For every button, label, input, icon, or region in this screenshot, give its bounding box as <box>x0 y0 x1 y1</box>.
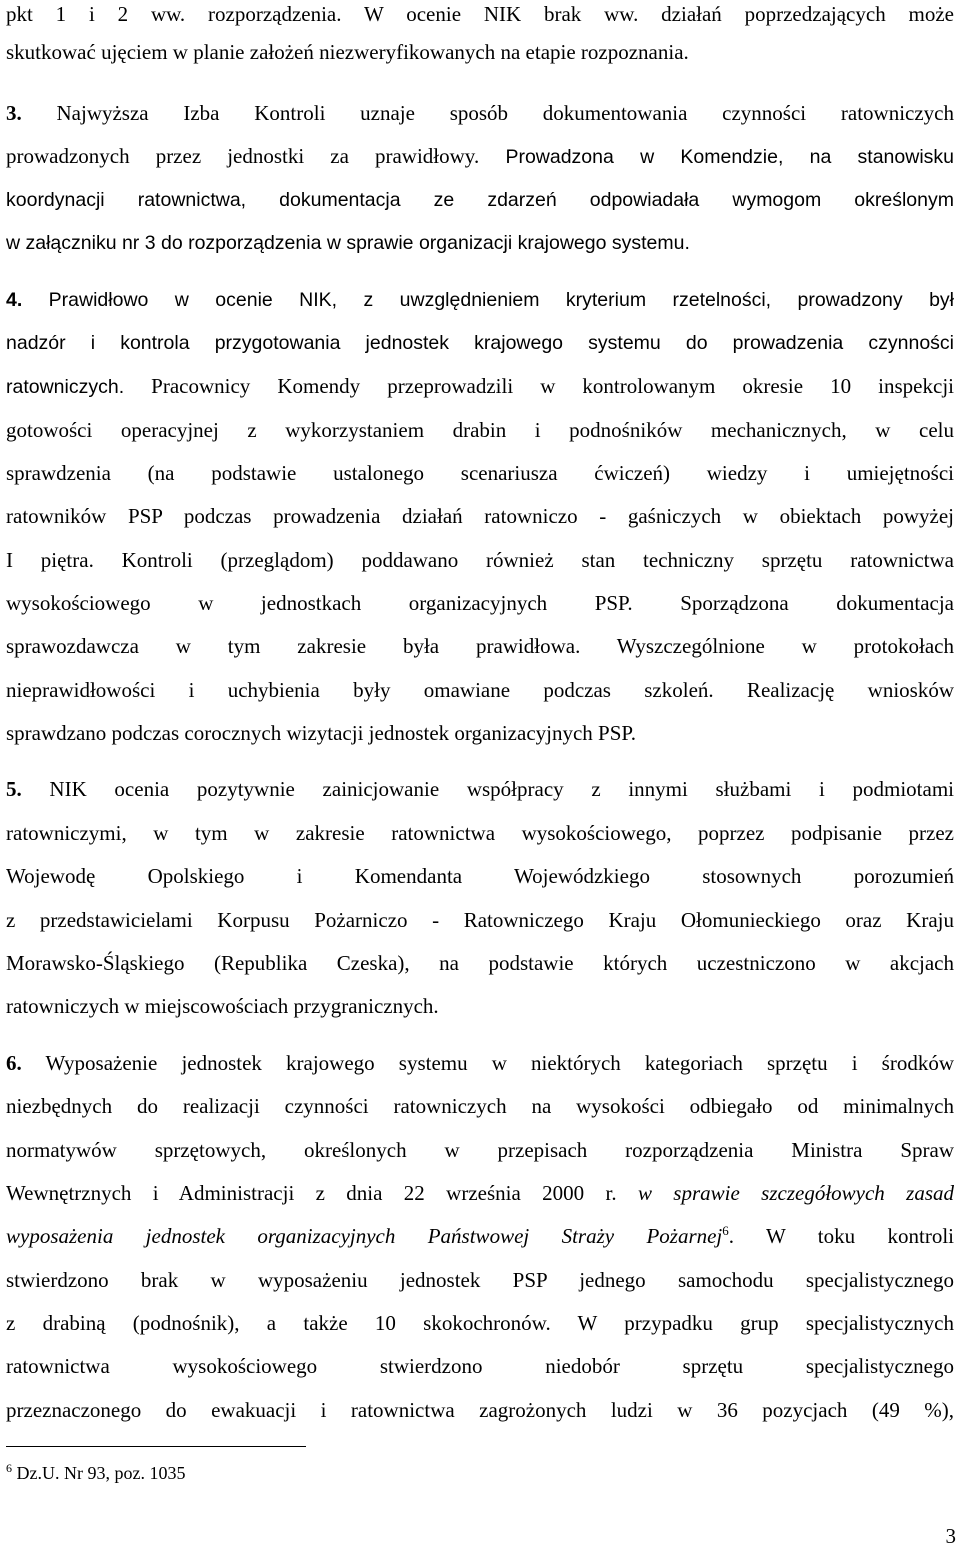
footnote-text: Dz.U. Nr 93, poz. 1035 <box>12 1463 186 1483</box>
text-span: Morawsko-Śląskiego (Republika Czeska), na podstawie których uczestniczono w akcjach <box>6 951 954 975</box>
text-span: Pracownicy Komendy przeprowadzili w kontrolowanym okresie 10 inspekcji <box>124 374 954 398</box>
paragraph-number: 3. <box>6 101 22 125</box>
text-line <box>6 546 954 574</box>
text-line <box>6 1179 954 1207</box>
text-line <box>6 819 954 847</box>
document-page <box>6 0 954 1553</box>
text-line <box>6 1136 954 1164</box>
text-line <box>6 502 954 530</box>
text-line <box>6 949 954 977</box>
text-span: I piętra. Kontroli (przeglądom) poddawano również stan techniczny sprzętu ratownictwa <box>6 548 954 572</box>
text-span: skutkować ujęciem w planie założeń niezweryfikowanych na etapie rozpoznania. <box>6 40 689 64</box>
text-span: . W toku kontroli <box>728 1224 954 1248</box>
text-span: nieprawidłowości i uchybienia były omawiane podczas szkoleń. Realizację wniosków <box>6 678 954 702</box>
text-line <box>6 676 954 704</box>
text-line <box>6 186 954 214</box>
text-span: ratowniczych. <box>6 376 125 398</box>
text-span: nadzór i kontrola przygotowania jednostek krajowego systemu do prowadzenia czynności <box>6 332 954 354</box>
text-line <box>6 1396 954 1424</box>
text-span: gotowości operacyjnej z wykorzystaniem drabin i podnośników mechanicznych, w celu <box>6 418 954 442</box>
text-line <box>6 589 954 617</box>
text-line <box>6 992 954 1020</box>
text-line <box>6 1222 954 1250</box>
text-line <box>6 286 954 314</box>
footnote-marker: 6 <box>6 1461 12 1475</box>
text-span: z drabiną (podnośnik), a także 10 skokochronów. W przypadku grup specjalistycznych <box>6 1311 954 1335</box>
text-span: ratowniczymi, w tym w zakresie ratownictwa wysokościowego, poprzez podpisanie przez <box>6 821 954 845</box>
text-line <box>6 775 954 803</box>
text-line <box>6 329 954 357</box>
text-span: stwierdzono brak w wyposażeniu jednostek PSP jednego samochodu specjalistycznego <box>6 1268 954 1292</box>
footnote-separator <box>6 1446 306 1447</box>
text-line <box>6 416 954 444</box>
text-line <box>6 99 954 127</box>
text-line <box>6 862 954 890</box>
text-span: ratownictwa wysokościowego stwierdzono niedobór sprzętu specjalistycznego <box>6 1354 954 1378</box>
text-line <box>6 1266 954 1294</box>
text-span: Wyposażenie jednostek krajowego systemu w niektórych kategoriach sprzętu i środków <box>21 1051 954 1075</box>
text-span: z przedstawicielami Korpusu Pożarniczo - Ratowniczego Kraju Ołomunieckiego oraz Kraju <box>6 908 954 932</box>
text-span: ratowników PSP podczas prowadzenia działań ratowniczo - gaśniczych w obiektach powyżej <box>6 504 954 528</box>
text-span: sprawdzano podczas corocznych wizytacji jednostek organizacyjnych PSP. <box>6 721 636 745</box>
text-span: ratowniczych w miejscowościach przygranicznych. <box>6 994 439 1018</box>
text-span: Prawidłowo w ocenie NIK, z uwzględnieniem kryterium rzetelności, prowadzony był <box>22 289 954 311</box>
text-line <box>6 632 954 660</box>
text-line <box>6 1309 954 1337</box>
text-line <box>6 1049 954 1077</box>
text-line <box>6 1352 954 1380</box>
footnote-reference[interactable]: 6 <box>722 1223 729 1238</box>
text-line <box>6 459 954 487</box>
text-span: przeznaczonego do ewakuacji i ratownictwa zagrożonych ludzi w 36 pozycjach (49 %), <box>6 1398 954 1422</box>
italic-text-span: w sprawie szczegółowych zasad <box>637 1181 954 1205</box>
paragraph-number: 6. <box>6 1051 22 1075</box>
text-span: pkt 1 i 2 ww. rozporządzenia. W ocenie NIK brak ww. działań poprzedzających może <box>6 2 954 26</box>
text-line <box>6 142 954 170</box>
paragraph-number: 5. <box>6 777 22 801</box>
text-span: niezbędnych do realizacji czynności ratowniczych na wysokości odbiegało od minimalnych <box>6 1094 954 1118</box>
text-span: prowadzonych przez jednostki za prawidłowy. <box>6 144 480 168</box>
text-span: Najwyższa Izba Kontroli uznaje sposób dokumentowania czynności ratowniczych <box>21 101 954 125</box>
text-span: koordynacji ratownictwa, dokumentacja ze zdarzeń odpowiadała wymogom określonym <box>6 189 954 211</box>
text-span: wysokościowego w jednostkach organizacyjnych PSP. Sporządzona dokumentacja <box>6 591 954 615</box>
text-span: w załączniku nr 3 do rozporządzenia w sprawie organizacji krajowego systemu. <box>6 232 690 254</box>
footnote <box>6 1461 185 1485</box>
text-line <box>6 0 954 28</box>
text-span: Wojewodę Opolskiego i Komendanta Wojewódzkiego stosownych porozumień <box>6 864 954 888</box>
text-line <box>6 229 954 257</box>
paragraph-number: 4. <box>6 289 23 311</box>
text-line <box>6 372 954 400</box>
text-span: sprawdzenia (na podstawie ustalonego scenariusza ćwiczeń) wiedzy i umiejętności <box>6 461 954 485</box>
text-span: sprawozdawcza w tym zakresie była prawidłowa. Wyszczególnione w protokołach <box>6 634 954 658</box>
text-line <box>6 906 954 934</box>
page-number: 3 <box>945 1524 956 1548</box>
text-line <box>6 38 954 66</box>
text-line <box>6 1092 954 1120</box>
text-line <box>6 719 954 747</box>
text-span: normatywów sprzętowych, określonych w przepisach rozporządzenia Ministra Spraw <box>6 1138 954 1162</box>
italic-text-span: wyposażenia jednostek organizacyjnych Państwowej Straży Pożarnej <box>6 1224 723 1248</box>
text-span: Wewnętrznych i Administracji z dnia 22 września 2000 r. <box>6 1181 638 1205</box>
text-span: NIK ocenia pozytywnie zainicjowanie współpracy z innymi służbami i podmiotami <box>21 777 954 801</box>
text-span: Prowadzona w Komendzie, na stanowisku <box>479 146 955 168</box>
